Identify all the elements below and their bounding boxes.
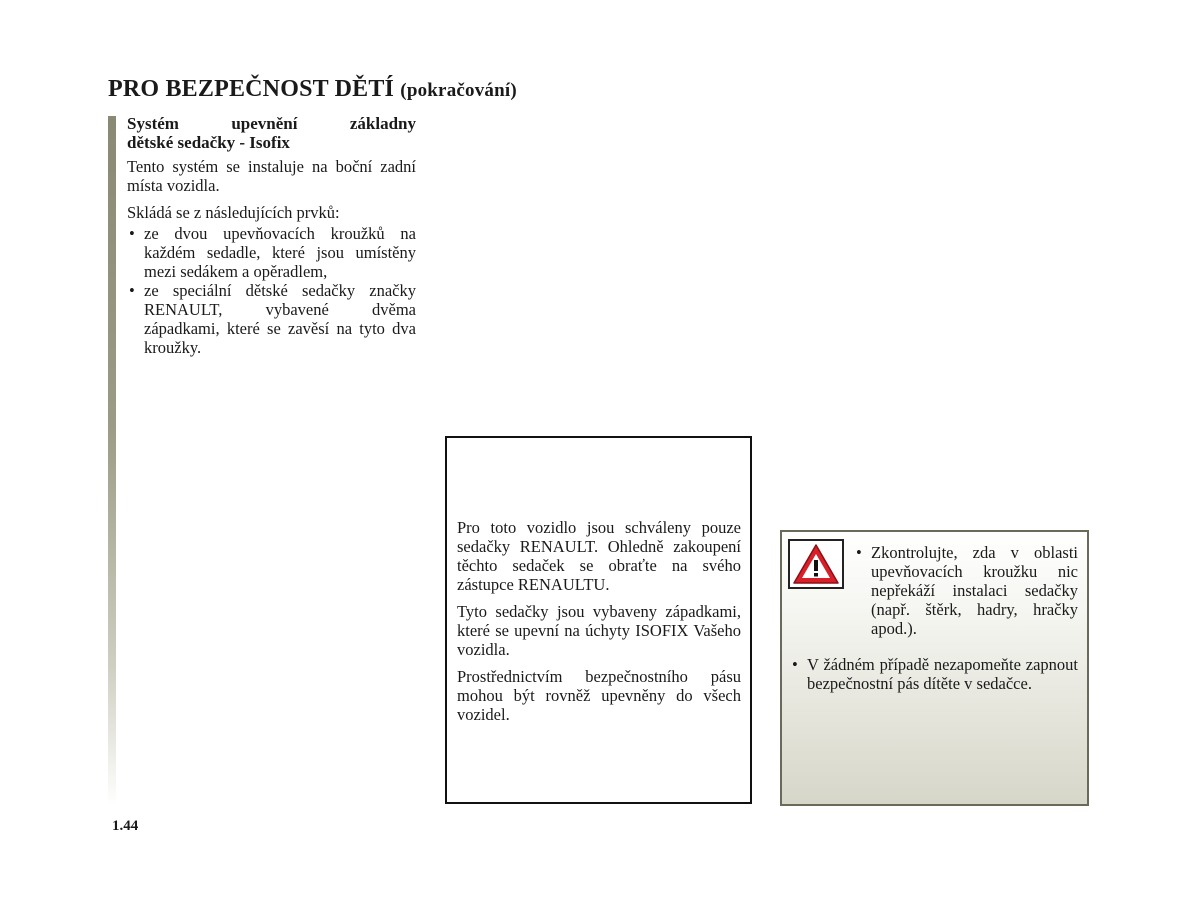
warning-item: • Zkontrolujte, zda v oblasti upevňovacích kroužku nic nepřekáží instalaci sedačky (např. štěrk, hadry, hračky apod.). — [854, 543, 1078, 638]
info-box-content — [457, 518, 741, 732]
section-title-line-1: Systém upevnění základny — [127, 114, 416, 133]
info-paragraph: Pro toto vozidlo jsou schváleny pouze sedačky RENAULT. Ohledně zakoupení těchto sedaček se obraťte na svého zástupce RENAULTU. — [457, 518, 741, 594]
info-box — [445, 436, 752, 804]
section-accent-bar — [108, 116, 116, 806]
components-intro: Skládá se z následujících prvků: — [127, 203, 340, 222]
page-title-continuation: (pokračování) — [400, 80, 517, 101]
list-item: • ze speciální dětské sedačky značky RENAULT, vybavené dvěma západkami, které se zavěsí na tyto dva kroužky. — [127, 281, 416, 357]
page-number: 1.44 — [112, 818, 139, 834]
components-list — [127, 224, 416, 357]
list-item: • ze dvou upevňovacích kroužků na každém sedadle, které jsou umístěny mezi sedákem a opěradlem, — [127, 224, 416, 281]
section-title-line-2: dětské sedačky - Isofix — [127, 133, 290, 152]
info-paragraph: Prostřednictvím bezpečnostního pásu mohou být rovněž upevněny do všech vozidel. — [457, 667, 741, 724]
warning-box — [780, 530, 1089, 806]
warning-item: • V žádném případě nezapomeňte zapnout bezpečnostní pás dítěte v sedačce. — [790, 655, 1078, 693]
info-paragraph: Tyto sedačky jsou vybaveny západkami, které se upevní na úchyty ISOFIX Vašeho vozidla. — [457, 602, 741, 659]
intro-paragraph: Tento systém se instaluje na boční zadní místa vozidla. — [127, 157, 416, 195]
warning-list — [790, 543, 1078, 693]
section-title — [127, 114, 416, 152]
left-column — [127, 114, 416, 357]
page-title-text: PRO BEZPEČNOST DĚTÍ — [108, 76, 395, 102]
page-title — [108, 76, 517, 103]
